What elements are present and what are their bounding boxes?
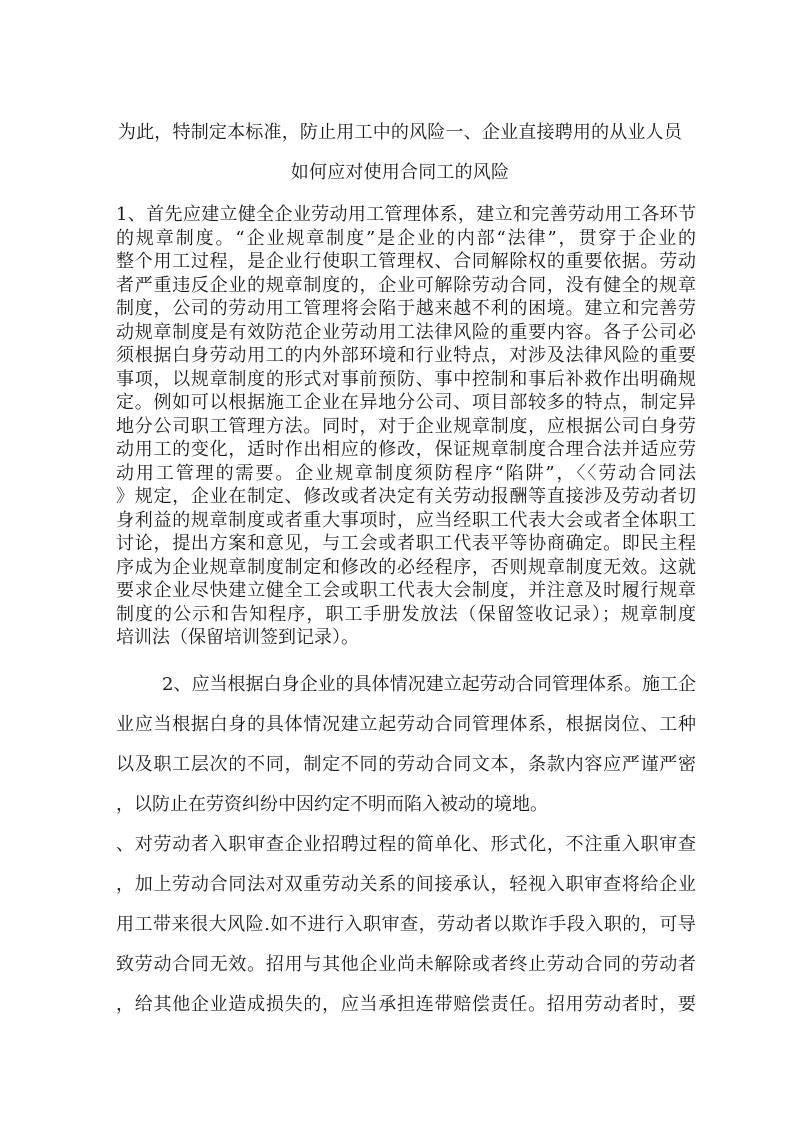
paragraph-line: 序成为企业规章制度制定和修改的必经程序，否则规章制度无效。这就 [116,556,696,578]
paragraph-line: 2、应当根据白身企业的具体情况建立起劳动合同管理体系。施工企 [162,674,696,695]
heading-line-1: 为此，特制定本标准，防止用工中的风险一、企业直接聘用的从业人员 [117,122,683,143]
section-2-paragraph [116,665,696,1025]
paragraph-line: 地分公司职工管理方法。同时，对于企业规章制度，应根据公司白身劳 [116,415,696,437]
paragraph-line: 事项，以规章制度的形式对事前预防、事中控制和事后补救作出明确规 [116,368,696,390]
paragraph-line: 》规定，企业在制定、修改或者决定有关劳动报酬等直接涉及劳动者切 [116,486,696,507]
paragraph-line: 、对劳动者入职审查企业招聘过程的简单化、形式化，不注重入职审查 [116,834,696,855]
paragraph-line: 者严重违反企业的规章制度的，企业可解除劳动合同，没有健全的规章 [116,274,696,296]
paragraph-line: 讨论，提出方案和意见，与工会或者职工代表平等协商确定。即民主程 [116,533,696,554]
paragraph-line: 制度的公示和告知程序，职工手册发放法（保留签收记录）；规章制度 [116,603,696,625]
heading-line-2: 如何应对使用合同工的风险 [290,162,510,183]
paragraph-line: ，给其他企业造成损失的，应当承担连带赔偿责任。招用劳动者时，要 [116,994,696,1015]
paragraph-line: 动规章制度是有效防范企业劳动用工法律风险的重要内容。各子公司必 [116,321,696,343]
paragraph-line: 要求企业尽快建立健全工会或职工代表大会制度，并注意及时履行规章 [116,580,696,601]
paragraph-line: 以及职工层次的不同，制定不同的劳动合同文本，条款内容应严谨严密 [116,754,696,775]
paragraph-line: 动用工的变化，适时作出相应的修改，保证规章制度合理合法并适应劳 [116,439,696,460]
paragraph-line: 身利益的规章制度或者重大事项时，应当经职工代表大会或者全体职工 [116,509,696,531]
paragraph-line: 用工带来很大风险.如不进行入职审查，劳动者以欺诈手段入职的，可导 [116,914,696,935]
paragraph-line: 1、首先应建立健全企业劳动用工管理体系，建立和完善劳动用工各环节 [116,204,696,225]
paragraph-line: 致劳动合同无效。招用与其他企业尚未解除或者终止劳动合同的劳动者 [116,954,696,975]
paragraph-line: 整个用工过程，是企业行使职工管理权、合同解除权的重要依据。劳动 [116,251,696,272]
paragraph-line: 须根据白身劳动用工的内外部环境和行业特点，对涉及法律风险的重要 [116,345,696,366]
paragraph-line: 制度，公司的劳动用工管理将会陷于越来越不利的困境。建立和完善劳 [116,298,696,319]
paragraph-line: ，加上劳动合同法对双重劳动关系的间接承认，轻视入职审查将给企业 [116,874,696,895]
paragraph-line: 培训法（保留培训签到记录）。 [116,627,359,648]
paragraph-line: 业应当根据白身的具体情况建立起劳动合同管理体系，根据岗位、工种 [116,714,696,735]
paragraph-line: 动用工管理的需要。企业规章制度须防程序“陷阱”，〈〈劳动合同法 [116,462,696,484]
paragraph-line: ，以防止在劳资纠纷中因约定不明而陷入被动的境地。 [116,794,548,815]
paragraph-line: 的规章制度。“企业规章制度”是企业的内部“法律”，贯穿于企业的 [116,227,696,249]
section-1-paragraph [116,203,696,650]
paragraph-line: 定。例如可以根据施工企业在异地分公司、项目部较多的特点，制定异 [116,392,696,413]
